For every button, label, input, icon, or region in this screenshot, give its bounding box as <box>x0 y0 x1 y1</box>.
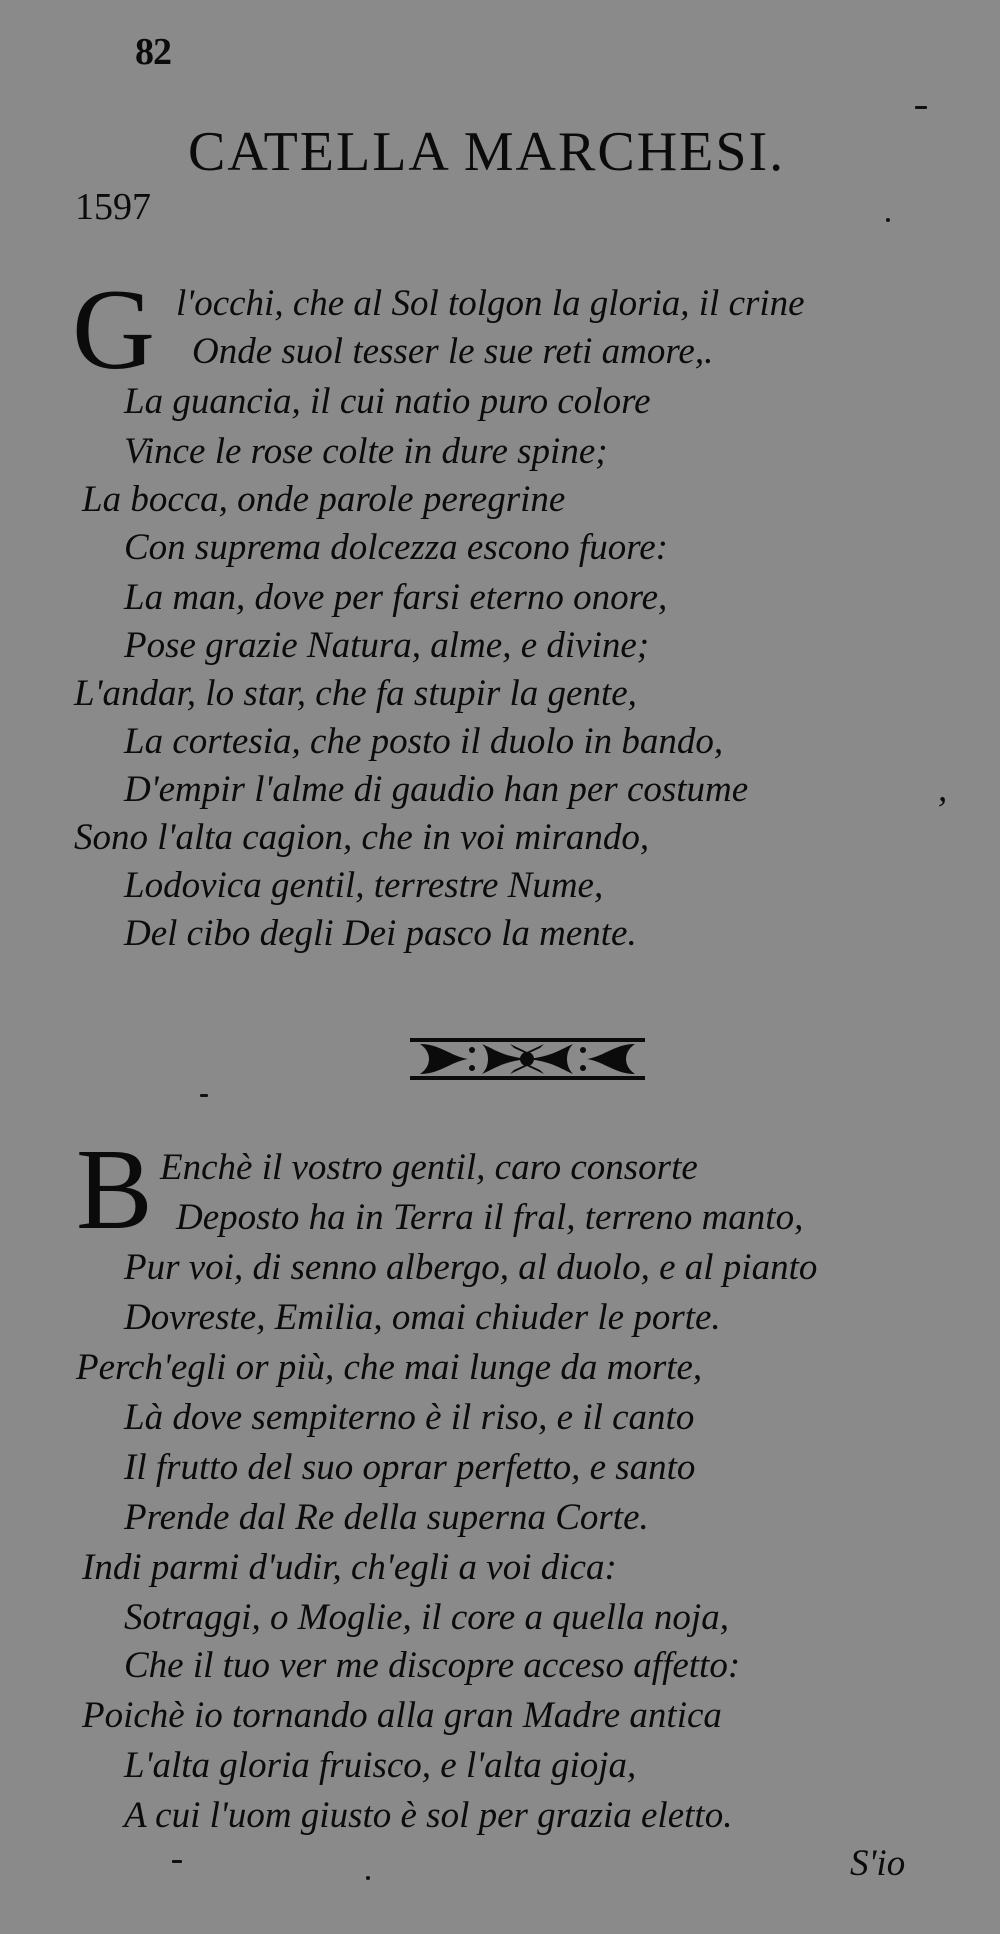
sonnet1-trailing-mark: , <box>938 769 948 810</box>
print-speck <box>366 1876 370 1880</box>
sonnet1-line-12: Sono l'alta cagion, che in voi mirando, <box>74 817 650 858</box>
page-number: 82 <box>135 31 171 73</box>
sonnet2-line-9: Indi parmi d'udir, ch'egli a voi dica: <box>82 1547 617 1588</box>
sonnet1-line-4: Vince le rose colte in dure spine; <box>124 431 608 472</box>
sonnet2-line-4: Dovreste, Emilia, omai chiuder le porte. <box>124 1297 721 1338</box>
sonnet1-line-14: Del cibo degli Dei pasco la mente. <box>124 913 637 954</box>
sonnet2-line-14: A cui l'uom giusto è sol per grazia eletto. <box>124 1795 733 1836</box>
running-head: CATELLA MARCHESI. <box>188 121 786 183</box>
sonnet1-line-11: D'empir l'alme di gaudio han per costume <box>124 769 749 810</box>
sonnet1-line-13: Lodovica gentil, terrestre Nume, <box>124 865 604 906</box>
print-speck <box>915 106 927 109</box>
sonnet1-line-9: L'andar, lo star, che fa stupir la gente, <box>74 673 637 714</box>
drop-cap-g: G <box>72 266 156 393</box>
sonnet2-line-5: Perch'egli or più, che mai lunge da morte, <box>76 1347 703 1388</box>
sonnet1-line-6: Con suprema dolcezza escono fuore: <box>124 527 668 568</box>
sonnet2-line-2: Deposto ha in Terra il fral, terreno manto, <box>176 1197 804 1238</box>
print-speck <box>886 218 890 222</box>
sonnet1-line-8: Pose grazie Natura, alme, e divine; <box>124 625 650 666</box>
sonnet2-line-6: Là dove sempiterno è il riso, e il canto <box>124 1397 695 1438</box>
catchword: S'io <box>850 1843 906 1884</box>
sonnet1-line-3: La guancia, il cui natio puro colore <box>124 381 651 422</box>
print-speck <box>172 1860 182 1863</box>
sonnet1-line-5: La bocca, onde parole peregrine <box>82 479 566 520</box>
sonnet2-line-13: L'alta gloria fruisco, e l'alta gioja, <box>124 1745 637 1786</box>
sonnet1-line-10: La cortesia, che posto il duolo in bando, <box>124 721 724 762</box>
sonnet2-line-10: Sotraggi, o Moglie, il core a quella noja, <box>124 1597 729 1638</box>
year-marginal: 1597 <box>75 186 151 228</box>
sonnet1-line-1: l'occhi, che al Sol tolgon la gloria, il crine <box>176 283 805 324</box>
print-speck <box>200 1094 208 1097</box>
drop-cap-b: B <box>76 1126 153 1253</box>
sonnet1-line-2: Onde suol tesser le sue reti amore,. <box>192 331 714 372</box>
sonnet2-line-12: Poichè io tornando alla gran Madre antica <box>82 1695 722 1736</box>
sonnet2-line-3: Pur voi, di senno albergo, al duolo, e al pianto <box>124 1247 818 1288</box>
sonnet2-line-7: Il frutto del suo oprar perfetto, e santo <box>124 1447 696 1488</box>
printers-ornament-icon <box>410 1030 645 1088</box>
sonnet2-line-1: Enchè il vostro gentil, caro consorte <box>160 1147 698 1188</box>
sonnet2-line-8: Prende dal Re della superna Corte. <box>124 1497 649 1538</box>
sonnet2-line-11: Che il tuo ver me discopre acceso affetto: <box>124 1645 741 1686</box>
sonnet1-line-7: La man, dove per farsi eterno onore, <box>124 577 668 618</box>
